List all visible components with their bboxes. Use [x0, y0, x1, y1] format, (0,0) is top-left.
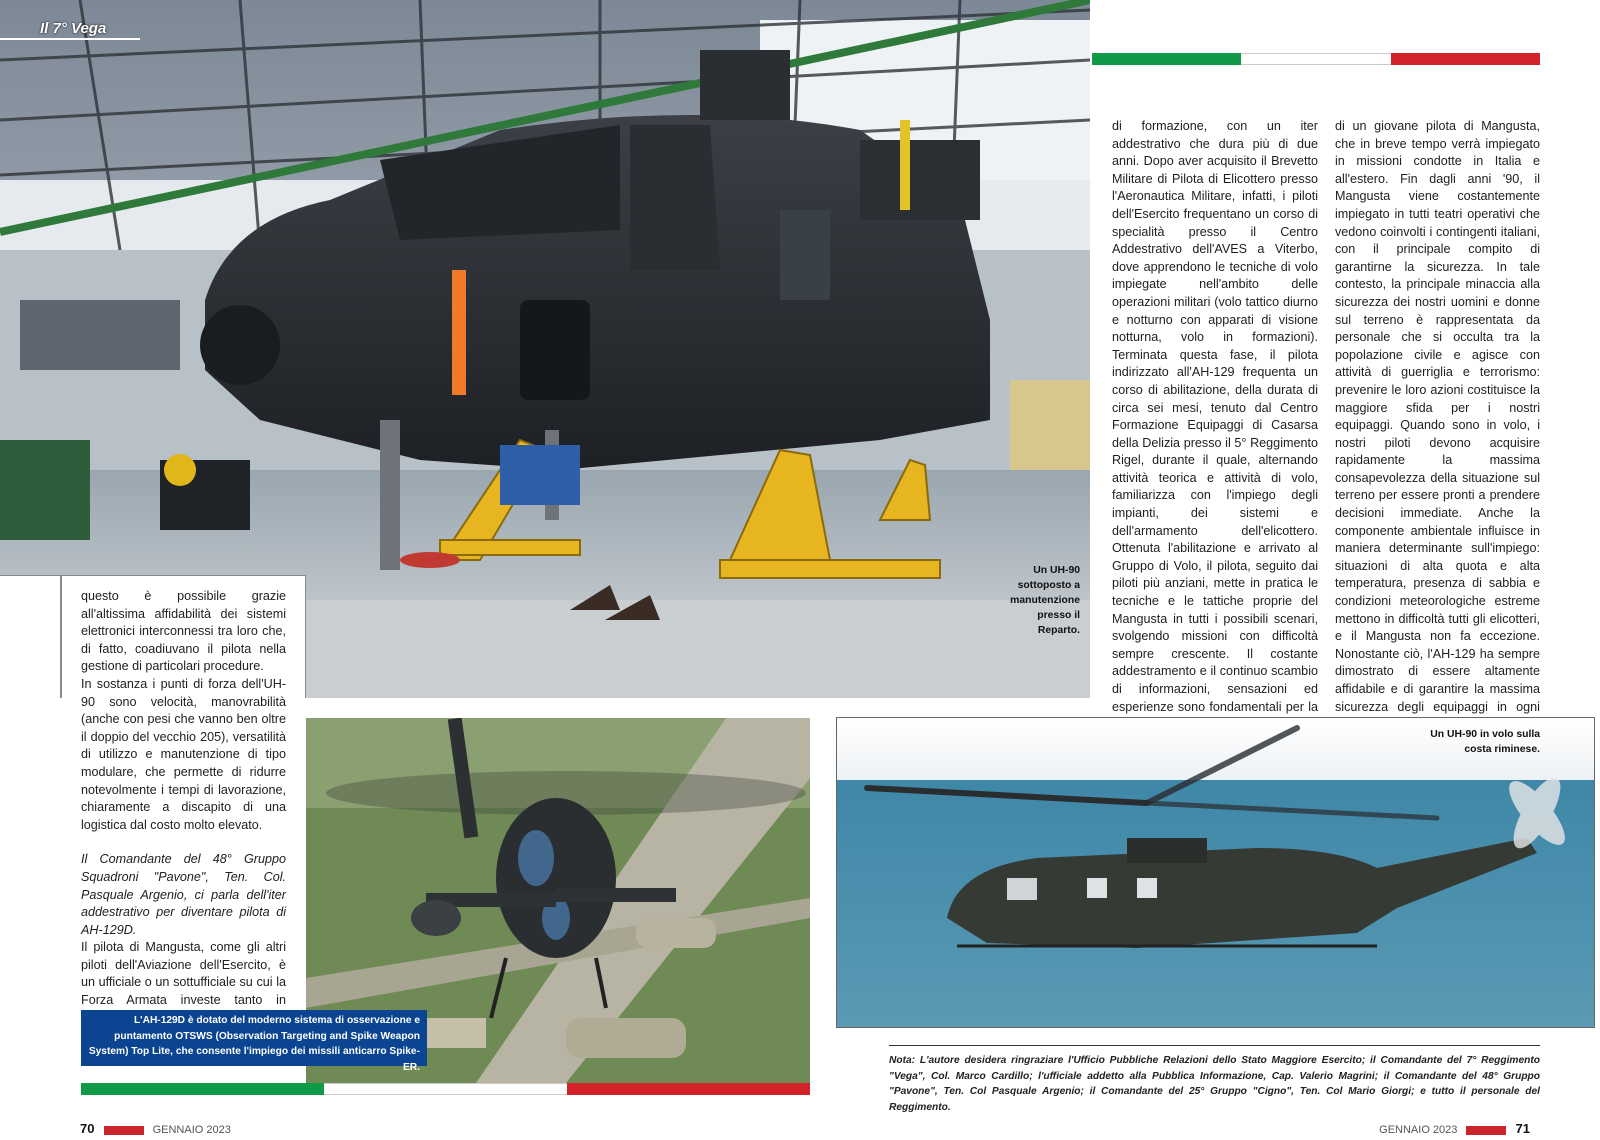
caption-ah129: L'AH-129D è dotato del moderno sistema di osservazione e puntamento OTSWS (Observation Targeting and Spike Weapon System) Top Lite, che consente l'impiego dei missili anticarro Spike-ER.: [88, 1015, 420, 1073]
section-header: [0, 20, 140, 42]
flag-white: [1241, 53, 1390, 65]
left-text-box-border: [0, 575, 62, 698]
left-paragraph-2: In sostanza i punti di forza dell'UH-90 sono velocità, manovrabilità (anche con pesi che vanno ben oltre il doppio del vecchio 205), versatilità di utilizzo e manutenzione di tipo modulare, che permette di ridurre notevolmente i tempi di lavorazione, chiaramente a discapito di una logistica dal costo molto elevato.: [81, 676, 286, 832]
magazine-logo-icon: [104, 1126, 144, 1135]
page-number-left: 70: [80, 1121, 95, 1136]
caption-uh90-flight: Un UH-90 in volo sulla costa riminese.: [1430, 729, 1540, 755]
flag-green: [1092, 53, 1241, 65]
footer-date-right: GENNAIO 2023: [1379, 1124, 1458, 1136]
acknowledgement-note: Nota: L'autore desidera ringraziare l'Ufficio Pubbliche Relazioni dello Stato Maggiore Esercito; il Comandante del 7° Reggimento "Vega", Col. Marco Cardillo; l'ufficiale addetto alla Pubblica Informazione, Cap. Valerio Magrini; il Comandante del 48° Gruppo "Pavone", Ten. Col Pasquale Argenio; il Comandante del 25° Gruppo "Cigno", Ten. Col Mario Giorgi; e tutto il personale del Reggimento.: [889, 1055, 1540, 1113]
page-number-right: 71: [1515, 1121, 1530, 1136]
left-paragraph-1: questo è possibile grazie all'altissima affidabilità dei sistemi elettronici interconnessi tra loro che, di fatto, coadiuvano il pilota nella gestione di particolari procedure.: [81, 589, 286, 674]
flag-green: [81, 1083, 324, 1095]
right-column: [1335, 118, 1540, 751]
footer-left: [80, 1121, 231, 1136]
note-rule: [889, 1045, 1540, 1046]
footer-date-left: GENNAIO 2023: [152, 1124, 231, 1136]
section-title: Il 7° Vega: [40, 20, 107, 37]
flag-red: [567, 1083, 810, 1095]
flag-bar-bottom: [81, 1083, 810, 1095]
flag-red: [1391, 53, 1540, 65]
left-paragraph-4: Il pilota di Mangusta, come gli altri piloti dell'Aviazione dell'Esercito, è un ufficiale o un sottufficiale su cui la Forza Armata investe tanto in: [81, 940, 286, 1008]
header-rule: [0, 38, 140, 40]
caption-hangar: Un UH-90 sottoposto a manutenzione presso il Reparto.: [1010, 565, 1080, 636]
left-column: [81, 588, 286, 1027]
left-paragraph-3-italic: Il Comandante del 48° Gruppo Squadroni "Pavone", Ten. Col. Pasquale Argenio, ci parla dell'iter addestrativo per diventare pilota di AH-129D.: [81, 852, 286, 937]
footer-right: [1379, 1121, 1530, 1136]
magazine-logo-icon: [1466, 1126, 1506, 1135]
flag-bar-top: [1092, 53, 1540, 65]
middle-column: di formazione, con un iter addestrativo che dura più di due anni. Dopo aver acquisito il Brevetto Militare di Pilota di Elicottero presso l'Aeronautica Militare, infatti, i piloti dell'Esercito frequentano un corso di specialità presso il Centro Addestrativo dell'AVES a Viterbo, dove apprendono le tecniche di volo impiegate nell'ambito delle operazioni militari (volo tattico diurno e notturno con apparati di visione notturna, volo in formazioni). Terminata questa fase, il pilota indirizzato all'AH-129 frequenta un corso di abilitazione, della durata di circa sei mesi, tenuto dal Centro Formazione Equipaggi di Casarsa della Delizia presso il 5° Reggimento Rigel, durante il quale, alternando attività teorica e attività di volo, familiarizza con l'impiego degli impianti, dei sistemi e dell'armamento dell'elicottero. Ottenuta l'abilitazione e arrivato al Gruppo di Volo, il pilota, seguito dai piloti più anziani, mette in pratica le tecniche e le tattiche proprie del Mangusta in tutti i possibili scenari, svolgendo missioni con difficoltà sempre crescente. Il costante addestramento e il continuo scambio di informazioni, sensazioni ed esperienze sono fondamentali per la: [1112, 119, 1318, 714]
flag-white: [324, 1083, 567, 1095]
uh90-helicopter-image: [837, 718, 1595, 1028]
right-column-text: di un giovane pilota di Mangusta, che in breve tempo verrà impiegato in missioni condotte in Italia e all'estero. Fin dagli anni '90, il Mangusta viene costantemente impiegato in tutti teatri operativi che vedono coinvolti i contingenti italiani, con il principale compito di garantirne la sicurezza. In tale contesto, la principale minaccia alla sicurezza dei nostri uomini e donne sul terreno è rappresentata da personale che si occulta tra la popolazione civile e agisce con attività di guerriglia e terrorismo: prevenire le loro azioni costituisce la maggiore sfida per i nostri equipaggi. Quando sono in volo, i nostri piloti devono acquisire rapidamente la massima consapevolezza della situazione sul terreno per essere pronti a prendere decisioni immediate. Anche la componente ambientale influisce in maniera determinante sull'impiego: situazioni di alta quota e alta temperatura, presenza di sabbia e condizioni meteorologiche estreme mettono in difficoltà tutti gli elicotteri, e il Mangusta non fa eccezione. Nonostante ciò, l'AH-129 ha sempre dimostrato di essere altamente affidabile e di garantire la massima sicurezza degli equipaggi in ogni: [1335, 119, 1540, 714]
uh90-flight-photo: [836, 717, 1595, 1028]
